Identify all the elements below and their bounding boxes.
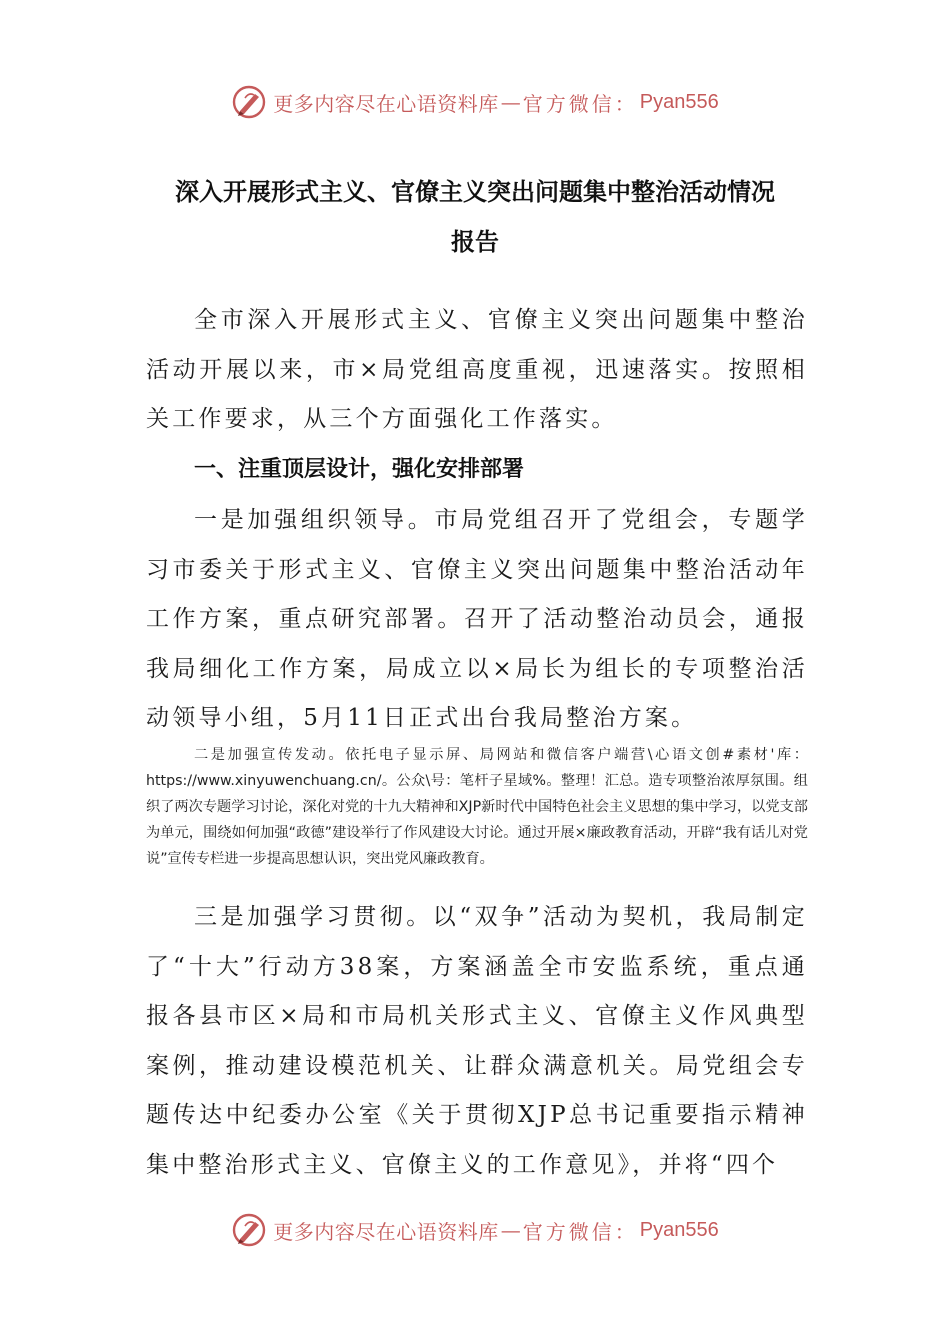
document-title-line2: 报告 bbox=[451, 228, 499, 256]
banner-text: 更多内容尽在心语资料库 bbox=[273, 1219, 499, 1244]
paragraph-publicity: 二是加强宣传发动。依托电子显示屏、局网站和微信客户端营\心语文创#素材'库：https://www.xinyuwenchuang.cn/。公众\号：笔杆子星域%。整理！汇总。造专项整治浓厚氛围。组织了两次专题学习讨论，深化对党的十九大精神和XJP新时代中国特色社会主义思想的集中学习，以党支部为单元，围绕如何加强“政德”建设举行了作风建设大讨论。通过开展×廉政教育活动，开辟“我有话儿对党说”宣传专栏进一步提高思想认识，突出党风廉政教育。 bbox=[146, 747, 808, 867]
paragraph-organization: 一是加强组织领导。市局党组召开了党组会，专题学习市委关于形式主义、官僚主义突出问题集中整治活动年工作方案，重点研究部署。召开了活动整治动员会，通报我局细化工作方案，局成立以×局长为组长的专项整治活动领导小组，5月11日正式出台我局整治方案。 bbox=[146, 507, 808, 732]
banner-separator: — bbox=[500, 90, 521, 114]
banner-wechat-id: Pyan556 bbox=[639, 90, 719, 113]
pen-logo-icon bbox=[231, 1212, 267, 1248]
banner-wechat-label: 官方微信： bbox=[522, 91, 638, 116]
banner-wechat-id: Pyan556 bbox=[639, 1218, 719, 1241]
bottom-banner bbox=[0, 1208, 950, 1252]
pen-logo-icon bbox=[231, 84, 267, 120]
paragraph-study: 三是加强学习贯彻。以“双争”活动为契机，我局制定了“十大”行动方38案，方案涵盖全市安监系统，重点通报各县市区×局和市局机关形式主义、官僚主义作风典型案例，推动建设模范机关、让群众满意机关。局党组会专题传达中纪委办公室《关于贯彻XJP总书记重要指示精神集中整治形式主义、官僚主义的工作意见》，并将“四个 bbox=[146, 904, 808, 1178]
document-title-line1: 深入开展形式主义、官僚主义突出问题集中整治活动情况 bbox=[175, 178, 775, 206]
paragraph-intro: 全市深入开展形式主义、官僚主义突出问题集中整治活动开展以来，市×局党组高度重视，迅速落实。按照相关工作要求，从三个方面强化工作落实。 bbox=[146, 307, 808, 433]
banner-text: 更多内容尽在心语资料库 bbox=[273, 91, 499, 116]
banner-wechat-label: 官方微信： bbox=[522, 1219, 638, 1244]
top-banner bbox=[0, 80, 950, 124]
section-heading-1: 一、注重顶层设计，强化安排部署 bbox=[194, 457, 525, 482]
banner-separator: — bbox=[500, 1218, 521, 1242]
